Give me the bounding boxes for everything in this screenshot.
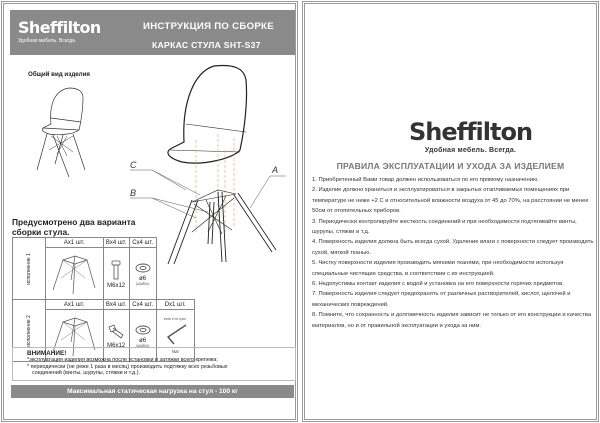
parts-table — [12, 237, 195, 362]
rule-item: 7. Поверхность изделия следует предохранять от различных растворителей, кислот, щелочей и механических повреждений. — [312, 291, 571, 308]
part-header: Dx1 шт. — [156, 300, 194, 310]
washer-icon — [134, 324, 152, 336]
part-header: Ax1 шт. — [45, 300, 103, 310]
page-subtitle: КАРКАС СТУЛА SHT-S37 — [152, 40, 261, 50]
part-cell: M6x12 — [103, 310, 129, 362]
part-header: Cx4 шт. — [129, 300, 156, 310]
table-row — [13, 238, 195, 248]
brand-tagline: Удобная мебель. Всегда. — [424, 147, 517, 154]
rules-list — [312, 175, 597, 331]
rule-item: 2. Изделие должно храниться и эксплуатироваться в закрытых отапливаемых помещениях при температуре не ниже +2 С и относительной влажности воздуха от 45 до 70%, на расстоянии не менее 50см от отопительных приборов. — [312, 187, 589, 215]
attention-line: *эксплуатация изделия возможна после установки и затяжки всего крепежа; — [27, 357, 218, 364]
attention-title: ВНИМАНИЕ! — [27, 350, 67, 357]
diagram-label-b: B — [130, 188, 137, 198]
rule-item: 1. Приобретенный Вами товар должен использоваться по его прямому назначению. — [312, 177, 539, 183]
rules-title: ПРАВИЛА ЭКСПЛУАТАЦИИ И УХОДА ЗА ИЗДЕЛИЕМ — [336, 161, 565, 171]
usage-rules-page — [302, 1, 599, 422]
general-view-label: Общий вид изделия — [28, 71, 91, 78]
variant-label: исполнение 2 — [13, 300, 46, 362]
part-header: Bx4 шт. — [103, 238, 129, 248]
brand-logo — [18, 19, 101, 44]
brand-name: Sheffilton — [18, 18, 101, 37]
part-cell: ø6 (ШАЙБА) — [129, 310, 156, 362]
attention-box — [12, 347, 296, 381]
rule-item: 4. Поверхность изделия должна быть всегда сухой. Удаление влаги с поверхности следует производить сухой, мягкой тканью. — [312, 239, 594, 256]
hex-key-icon — [160, 321, 190, 347]
chair-frame-icon — [49, 250, 99, 296]
assembly-instruction-page — [1, 1, 298, 422]
diagram-label-c: C — [130, 160, 137, 170]
part-cell — [45, 248, 103, 300]
part-header: Ax1 шт. — [45, 238, 103, 248]
attention-line: * периодически (не реже 1 раза в месяц) производить подтяжку всех резьбовых — [27, 363, 228, 370]
chair-overview-illustration — [29, 84, 99, 184]
table-row — [13, 300, 195, 310]
rule-item: 3. Периодически контролируйте жесткость соединений и при необходимости подтягивайте винты, шурупы, стяжки и т.д. — [312, 218, 577, 236]
part-header: Bx4 шт. — [103, 300, 129, 310]
part-cell: M6x12 — [103, 248, 129, 300]
attention-line: соединений (винты, шурупы, стяжки и т.д.). — [32, 370, 140, 377]
rule-item: 8. Помните, что сохранность и долговечность изделия зависит не только от его конструкции и качества материалов, но и от правильной эксплуатации и ухода за ним. — [312, 312, 591, 329]
washer-icon — [134, 262, 152, 274]
brand-tagline: Удобная мебель. Всегда. — [18, 38, 77, 44]
rule-item: 5. Чистку поверхности изделия производить мягкими тканями, при необходимости используя специальные чистящие средства, в соответствии с их инструкцией. — [312, 260, 564, 277]
variant-label: исполнение 1 — [13, 238, 46, 300]
diagram-label-a: A — [272, 165, 279, 175]
hex-bolt-icon — [106, 323, 126, 341]
part-header: Cx4 шт. — [129, 238, 156, 248]
header-banner — [10, 10, 295, 55]
bolt-icon — [109, 259, 123, 281]
page-title: ИНСТРУКЦИЯ ПО СБОРКЕ — [143, 21, 274, 32]
max-load-banner: Максимальная статическая нагрузка на стул - 100 кг — [11, 385, 294, 398]
brand-logo — [409, 119, 532, 154]
rule-item: 6. Недопустимы контакт изделия с водой и установка на его поверхности горячих предметов. — [312, 281, 564, 288]
brand-name: Sheffilton — [409, 118, 533, 146]
part-cell: ø6 (ШАЙБА) — [129, 248, 156, 300]
variants-title: Предусмотрено два варианта сборки стула. — [12, 217, 136, 237]
part-cell: ключ 6-ти гран. №5 — [156, 310, 194, 362]
